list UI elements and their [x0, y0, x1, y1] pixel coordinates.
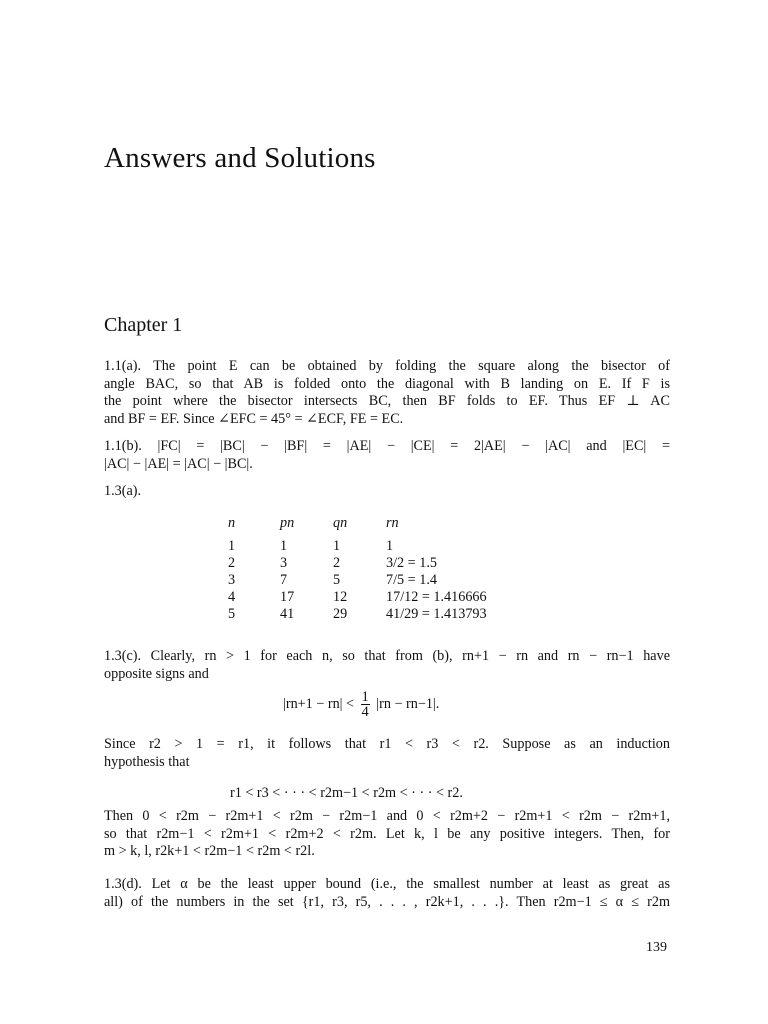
- table-cell: 29: [333, 606, 348, 622]
- table-cell: 1: [280, 538, 288, 554]
- page-title: Answers and Solutions: [104, 142, 376, 174]
- text-line: 1.1(b). |FC| = |BC| − |BF| = |AE| − |CE| = 2|AE| − |AC| and |EC| =: [104, 438, 670, 454]
- fraction: [361, 690, 370, 719]
- column-header: n: [228, 515, 236, 531]
- table-cell: 2: [228, 555, 236, 571]
- induction-hypothesis-display: r1 < r3 < · · · < r2m−1 < r2m < · · · < r2.: [230, 785, 463, 801]
- table-cell: 17/12 = 1.416666: [386, 589, 487, 605]
- equation-right: |rn − rn−1|.: [376, 695, 440, 712]
- text-line: m > k, l, r2k+1 < r2m−1 < r2m < r2l.: [104, 843, 315, 859]
- table-cell: 1: [228, 538, 236, 554]
- table-row: [228, 606, 536, 623]
- column-header: rn: [386, 515, 399, 531]
- text-line: |AC| − |AE| = |AC| − |BC|.: [104, 455, 253, 472]
- inequality-display: [283, 690, 439, 719]
- table-cell: 5: [228, 606, 236, 622]
- column-header: pn: [280, 515, 295, 531]
- table-cell: 41: [280, 606, 295, 622]
- text-line: 1.3(c). Clearly, rn > 1 for each n, so that from (b), rn+1 − rn and rn − rn−1 have: [104, 648, 670, 664]
- sequence-table: [228, 515, 536, 623]
- chapter-heading: Chapter 1: [104, 314, 183, 336]
- table-cell: 5: [333, 572, 341, 588]
- fraction-numerator: 1: [361, 689, 369, 705]
- text-line: so that r2m−1 < r2m+1 < r2m+2 < r2m. Let k, l be any positive integers. Then, for: [104, 825, 670, 842]
- table-cell: 41/29 = 1.413793: [386, 606, 487, 622]
- table-cell: 2: [333, 555, 341, 571]
- table-cell: 4: [228, 589, 236, 605]
- text-line: the point where the bisector intersects BC, then BF folds to EF. Thus EF ⊥ AC: [104, 393, 670, 409]
- text-line: hypothesis that: [104, 753, 190, 770]
- induction-paragraph: [104, 736, 670, 771]
- table-row: [228, 572, 536, 589]
- text-line: and BF = EF. Since ∠EFC = 45° = ∠ECF, FE = EC.: [104, 410, 404, 427]
- table-cell: 1: [386, 538, 394, 554]
- table-cell: 7/5 = 1.4: [386, 572, 437, 588]
- table-cell: 1: [333, 538, 341, 554]
- fraction-denominator: 4: [361, 704, 369, 720]
- text-line: Since r2 > 1 = r1, it follows that r1 < r3 < r2. Suppose as an induction: [104, 736, 670, 752]
- table-cell: 3/2 = 1.5: [386, 555, 437, 571]
- solution-1-3d: [104, 876, 670, 911]
- text-line: 1.1(a). The point E can be obtained by folding the square along the bisector of: [104, 358, 670, 374]
- table-cell: 17: [280, 589, 295, 605]
- table-row: [228, 589, 536, 606]
- page-number: 139: [646, 940, 667, 955]
- solution-1-1a: [104, 358, 670, 428]
- table-row: [228, 538, 536, 555]
- text-line: opposite signs and: [104, 665, 209, 682]
- table-header-row: [228, 515, 536, 538]
- table-cell: 3: [228, 572, 236, 588]
- text-line: 1.3(d). Let α be the least upper bound (i.e., the smallest number at least as great as: [104, 876, 670, 892]
- table-row: [228, 555, 536, 572]
- table-cell: 7: [280, 572, 288, 588]
- text-line: angle BAC, so that AB is folded onto the diagonal with B landing on E. If F is: [104, 375, 670, 392]
- column-header: qn: [333, 515, 348, 531]
- text-line: 1.3(a).: [104, 483, 142, 499]
- table-cell: 12: [333, 589, 348, 605]
- equation-left: |rn+1 − rn| <: [283, 695, 355, 712]
- text-line: Then 0 < r2m − r2m+1 < r2m − r2m−1 and 0 < r2m+2 − r2m+1 < r2m − r2m+1,: [104, 808, 670, 824]
- solution-1-3a-label: [104, 483, 670, 501]
- solution-1-1b: [104, 438, 670, 473]
- solution-1-3c: [104, 648, 670, 683]
- table-cell: 3: [280, 555, 288, 571]
- text-line: all) of the numbers in the set {r1, r3, r5, . . . , r2k+1, . . .}. Then r2m−1 ≤ α ≤ r2m: [104, 893, 670, 910]
- induction-step-paragraph: [104, 808, 670, 861]
